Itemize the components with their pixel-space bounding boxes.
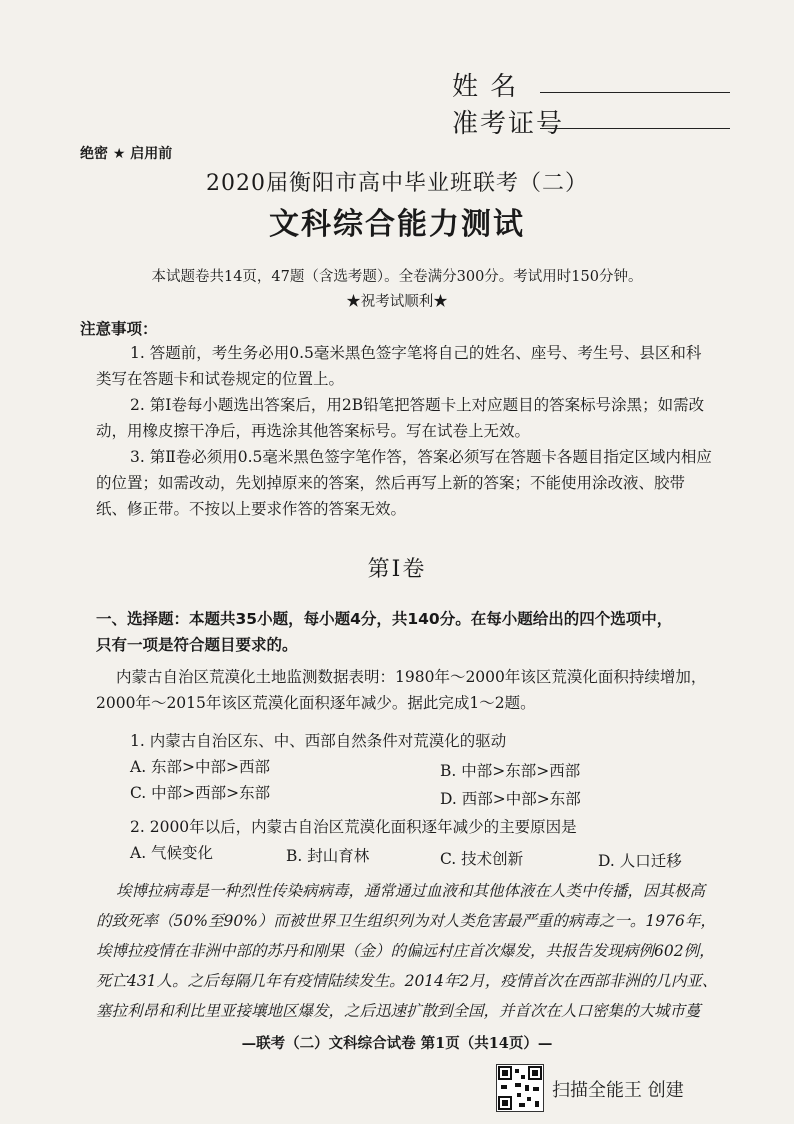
scanner-watermark: 扫描全能王 创建 xyxy=(552,1080,684,1101)
page-footer: —联考（二）文科综合试卷 第1页（共14页）— xyxy=(241,1035,553,1052)
name-field[interactable] xyxy=(540,92,730,93)
secret-mark: 绝密 ★ 启用前 xyxy=(80,146,173,162)
volume-heading: 第Ⅰ卷 xyxy=(367,557,427,582)
name-label: 姓 名 xyxy=(452,72,519,102)
subject-title: 文科综合能力测试 xyxy=(269,207,525,242)
note-1-line-2: 类写在答题卡和试卷规定的位置上。 xyxy=(96,370,345,388)
qr-code-icon xyxy=(496,1064,544,1112)
exam-id-label: 准考证号 xyxy=(452,109,565,139)
question-1-option-a: A. 东部>中部>西部 xyxy=(130,758,271,776)
question-2-option-d: D. 人口迁移 xyxy=(598,852,682,870)
note-2-line-1: 2. 第Ⅰ卷每小题选出答案后，用2B铅笔把答题卡上对应题目的答案标号涂黑；如需改 xyxy=(130,396,705,414)
note-2-line-2: 动，用橡皮擦干净后，再选涂其他答案标号。写在试卷上无效。 xyxy=(96,422,531,440)
passage-2-line-4: 死亡431人。之后每隔几年有疫情陆续发生。2014年2月，疫情首次在西部非洲的几内亚、 xyxy=(96,972,718,990)
note-3-line-2: 的位置；如需改动，先划掉原来的答案，然后再写上新的答案；不能使用涂改液、胶带 xyxy=(96,474,686,492)
passage-2-line-3: 埃博拉疫情在非洲中部的苏丹和刚果（金）的偏远村庄首次爆发，共报告发现病例602例， xyxy=(96,942,715,960)
question-2-option-a: A. 气候变化 xyxy=(130,844,214,862)
passage-2-line-1: 埃博拉病毒是一种烈性传染病病毒，通常通过血液和其他体液在人类中传播，因其极高 xyxy=(116,882,706,900)
question-1-stem: 1. 内蒙古自治区东、中、西部自然条件对荒漠化的驱动 xyxy=(130,732,507,750)
question-2-stem: 2. 2000年以后，内蒙古自治区荒漠化面积逐年减少的主要原因是 xyxy=(130,818,577,836)
section-1-heading-line-1: 一、选择题：本题共35小题，每小题4分，共140分。在每小题给出的四个选项中， xyxy=(96,610,673,628)
note-1-line-1: 1. 答题前，考生务必用0.5毫米黑色签字笔将自己的姓名、座号、考生号、县区和科 xyxy=(130,344,702,362)
note-3-line-3: 纸、修正带。不按以上要求作答的答案无效。 xyxy=(96,500,407,518)
question-1-option-c: C. 中部>西部>东部 xyxy=(130,784,271,802)
question-1-option-b: B. 中部>东部>西部 xyxy=(440,762,581,780)
note-3-line-1: 3. 第Ⅱ卷必须用0.5毫米黑色签字笔作答，答案必须写在答题卡各题目指定区域内相应 xyxy=(130,448,712,466)
passage-2-line-2: 的致死率（50%至90%）而被世界卫生组织列为对人类危害最严重的病毒之一。1976年， xyxy=(96,912,716,930)
exam-info: 本试题卷共14页，47题（含选考题）。全卷满分300分。考试用时150分钟。 xyxy=(151,269,643,285)
exam-wish: ★祝考试顺利★ xyxy=(346,294,448,310)
section-1-heading-line-2: 只有一项是符合题目要求的。 xyxy=(96,636,298,654)
question-1-option-d: D. 西部>中部>东部 xyxy=(440,790,581,808)
passage-2-line-5: 塞拉利昂和利比里亚接壤地区爆发，之后迅速扩散到全国，并首次在人口密集的大城市蔓 xyxy=(96,1002,701,1020)
notes-heading: 注意事项： xyxy=(80,320,158,338)
question-2-option-c: C. 技术创新 xyxy=(440,850,524,868)
question-2-option-b: B. 封山育林 xyxy=(286,847,370,865)
passage-1-line-2: 2000年～2015年该区荒漠化面积逐年减少。据此完成1～2题。 xyxy=(96,694,536,712)
exam-id-field[interactable] xyxy=(540,128,730,129)
passage-1-line-1: 内蒙古自治区荒漠化土地监测数据表明：1980年～2000年该区荒漠化面积持续增加， xyxy=(116,668,707,686)
exam-title: 2020届衡阳市高中毕业班联考（二） xyxy=(206,171,588,196)
